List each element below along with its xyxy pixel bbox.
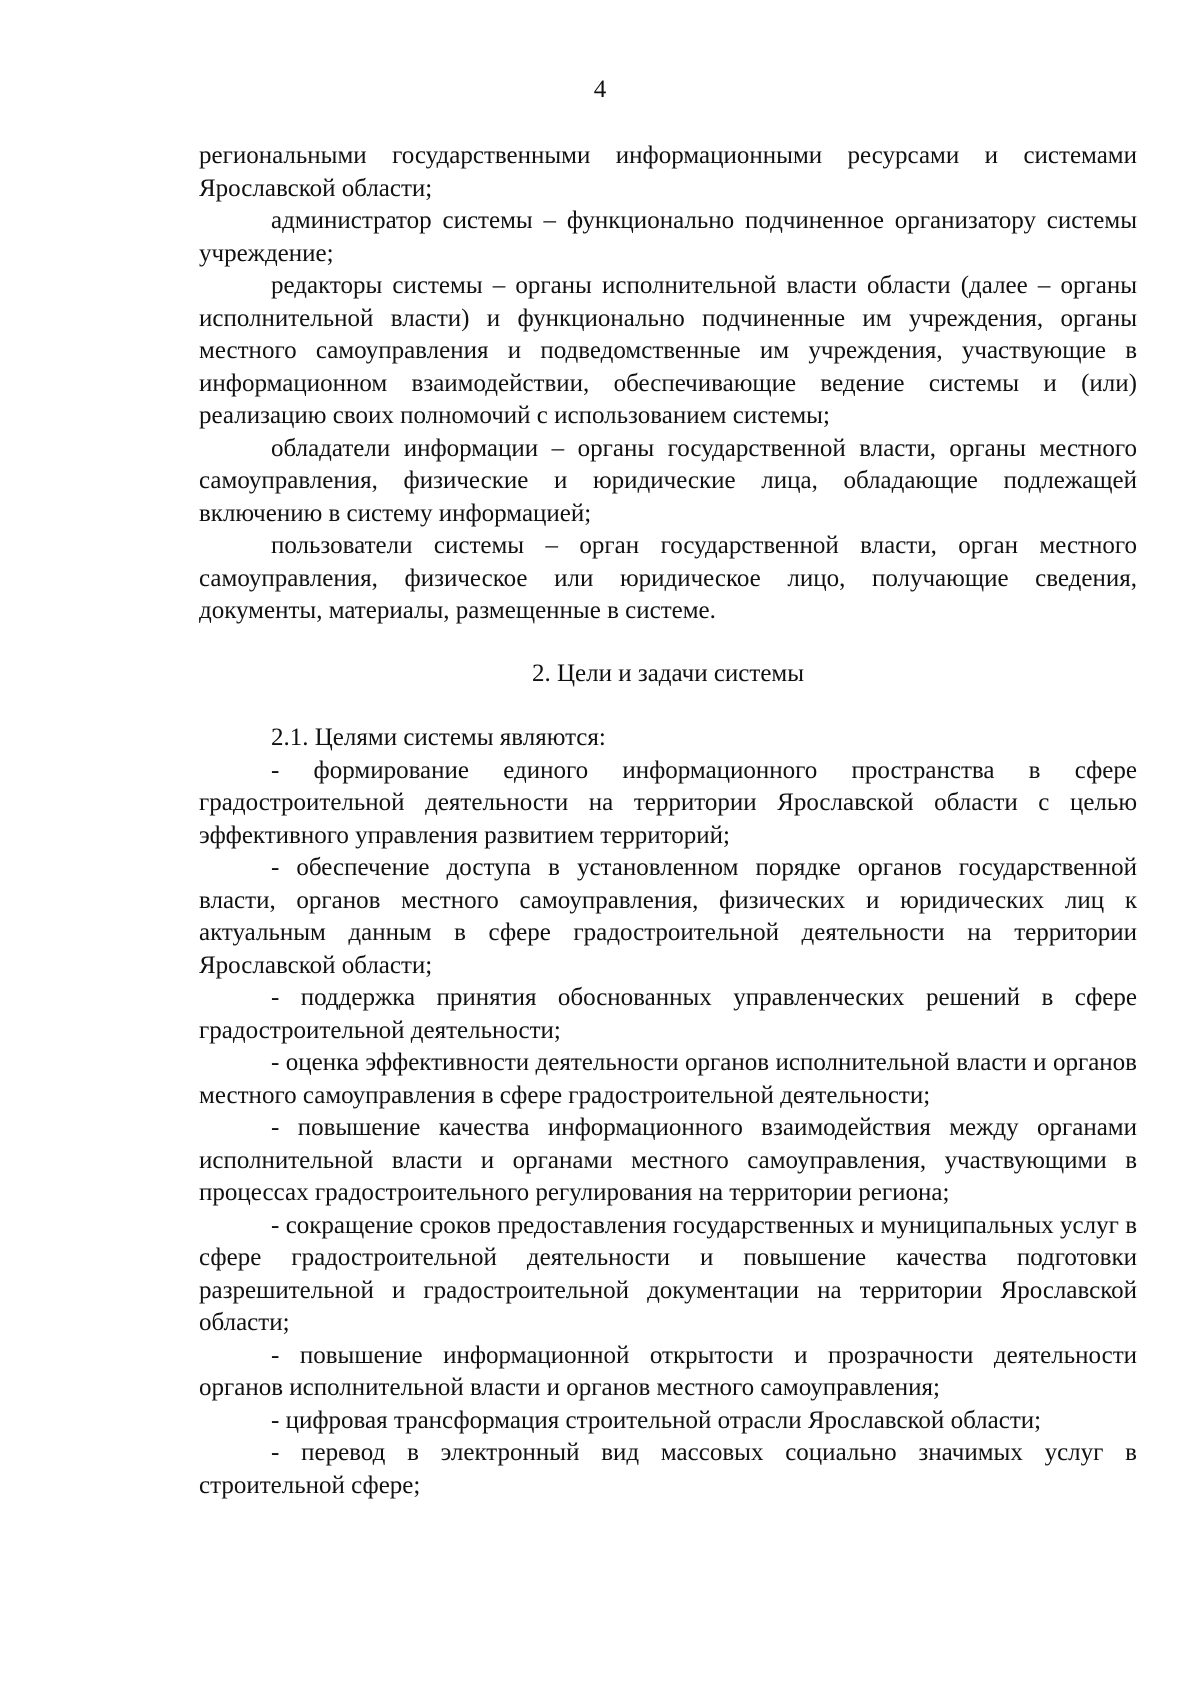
paragraph-definition-editors: редакторы системы – органы исполнительной власти области (далее – органы исполнительной власти) и функционально подчиненные им учреждения, органы местного самоуправления и подведомственные им учреждения, участвующие в информационном взаимодействии, обеспечивающие ведение системы и (или) реализацию своих полномочий с использованием системы; <box>199 272 1137 429</box>
goal-item: - оценка эффективности деятельности органов исполнительной власти и органов местного самоуправления в сфере градостроительной деятельности; <box>199 1049 1137 1109</box>
paragraph-definition-administrator: администратор системы – функционально подчиненное организатору системы учреждение; <box>199 207 1137 267</box>
goal-item: - обеспечение доступа в установленном порядке органов государственной власти, органов местного самоуправления, физических и юридических лиц к актуальным данным в сфере градостроительной деятельности на территории Ярославской области; <box>199 854 1137 979</box>
paragraph-definition-information-holders: обладатели информации – органы государственной власти, органы местного самоуправления, физические и юридические лица, обладающие подлежащей включению в систему информацией; <box>199 434 1137 527</box>
goal-item: - перевод в электронный вид массовых социально значимых услуг в строительной сфере; <box>199 1439 1137 1499</box>
goal-item: - цифровая трансформация строительной отрасли Ярославской области; <box>271 1406 1042 1434</box>
goal-item: - сокращение сроков предоставления государственных и муниципальных услуг в сфере градостроительной деятельности и повышение качества подготовки разрешительной и градостроительной документации на территории Ярославской области; <box>199 1211 1137 1336</box>
goal-item: - повышение информационной открытости и прозрачности деятельности органов исполнительной власти и органов местного самоуправления; <box>199 1341 1137 1401</box>
document-body <box>199 140 1137 1502</box>
goal-item: - повышение качества информационного взаимодействия между органами исполнительной власти и органами местного самоуправления, участвующими в процессах градостроительного регулирования на территории региона; <box>199 1114 1137 1206</box>
page-number: 4 <box>593 76 607 103</box>
paragraph-continuation: региональными государственными информационными ресурсами и системами Ярославской области; <box>199 142 1137 202</box>
goal-item: - поддержка принятия обоснованных управленческих решений в сфере градостроительной деятельности; <box>199 984 1137 1044</box>
goal-item: - формирование единого информационного пространства в сфере градостроительной деятельности на территории Ярославской области с целью эффективного управления развитием территорий; <box>199 756 1137 849</box>
paragraph-definition-users: пользователи системы – орган государственной власти, орган местного самоуправления, физическое или юридическое лицо, получающие сведения, документы, материалы, размещенные в системе. <box>199 532 1137 624</box>
section-heading: 2. Цели и задачи системы <box>531 659 805 687</box>
section-subheading: 2.1. Целями системы являются: <box>271 724 606 751</box>
